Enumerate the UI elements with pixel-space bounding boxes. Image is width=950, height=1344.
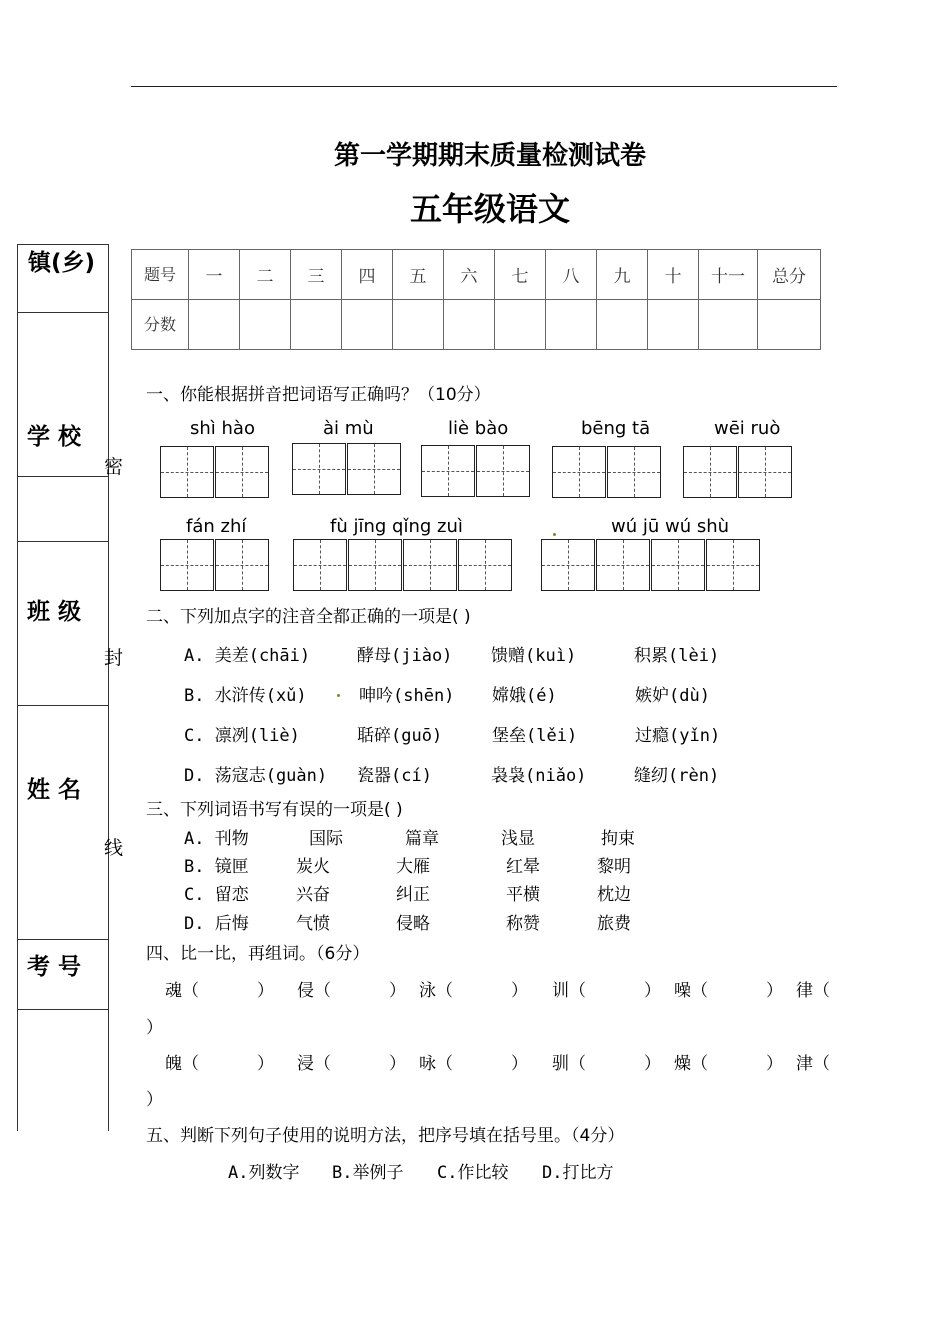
q3-option: 篇章: [405, 829, 439, 849]
score-cell[interactable]: [758, 300, 821, 350]
q2-option: 袅袅(niǎo): [491, 766, 587, 786]
q3-option: 浅显: [501, 829, 535, 849]
q2-option: 聒碎(guō): [357, 726, 443, 746]
q3-option: 枕边: [597, 885, 631, 905]
writing-box[interactable]: [347, 443, 401, 495]
q5-prompt: 五、判断下列句子使用的说明方法，把序号填在括号里。（4分）: [146, 1126, 625, 1146]
q2-option: 积累(lèi): [634, 646, 720, 666]
col-header: 十: [648, 250, 699, 300]
q4-item: 津（: [796, 1054, 830, 1074]
q3-option: 大雁: [396, 857, 430, 877]
q2-option: C. 凛冽(liè): [184, 726, 300, 746]
q4-paren: ）: [511, 981, 528, 1001]
q4-item: 噪（: [674, 981, 708, 1001]
q4-paren: ）: [511, 1054, 528, 1074]
q4-paren: ）: [257, 1054, 274, 1074]
writing-box[interactable]: [476, 445, 530, 497]
col-header: 九: [597, 250, 648, 300]
col-header: 四: [342, 250, 393, 300]
pinyin: wú jū wú shù: [611, 516, 730, 537]
binding-column: [17, 244, 109, 1131]
seal-xian: 线: [104, 837, 124, 859]
q3-option: 称赞: [506, 914, 540, 934]
pinyin: shì hào: [190, 418, 255, 439]
pinyin: fù jīng qǐng zuì: [330, 516, 463, 537]
q4-paren: ）: [766, 1054, 783, 1074]
q2-option: D. 荡寇志(guàn): [184, 766, 328, 786]
q2-option: B. 水浒传(xǔ): [184, 686, 307, 706]
score-cell[interactable]: [648, 300, 699, 350]
writing-box[interactable]: [596, 539, 650, 591]
writing-box[interactable]: [683, 446, 737, 498]
q3-option: A. 刊物: [184, 829, 249, 849]
row-label-question: 题号: [132, 250, 189, 300]
seal-feng: 封: [104, 647, 124, 669]
q2-option: 缝纫(rèn): [634, 766, 720, 786]
q5-choice: C.作比较: [437, 1163, 509, 1183]
q2-option: 馈赠(kuì): [491, 646, 577, 666]
q4-item: 燥（: [674, 1054, 708, 1074]
col-header-total: 总分: [758, 250, 821, 300]
q2-option: 嫦娥(é): [492, 686, 557, 706]
q2-option: 过瘾(yǐn): [635, 726, 721, 746]
q3-option: 国际: [309, 829, 343, 849]
writing-box[interactable]: [458, 539, 512, 591]
pinyin: ài mù: [323, 418, 374, 439]
score-cell[interactable]: [240, 300, 291, 350]
exam-number-label: 考 号: [27, 954, 82, 980]
q3-option: 红晕: [506, 857, 540, 877]
q3-prompt: 三、下列词语书写有误的一项是( ): [146, 800, 403, 820]
q4-paren: ）: [644, 981, 661, 1001]
q4-item: 泳（: [419, 981, 453, 1001]
col-header: 六: [444, 250, 495, 300]
q4-item: 驯（: [552, 1054, 586, 1074]
q5-choice: A.列数字: [228, 1163, 300, 1183]
school-label: 学 校: [27, 424, 82, 450]
q4-paren: ）: [146, 1018, 163, 1038]
q1-prompt: 一、你能根据拼音把词语写正确吗？（10分）: [146, 385, 491, 405]
score-cell[interactable]: [699, 300, 758, 350]
col-header: 五: [393, 250, 444, 300]
q2-option: 瓷器(cí): [357, 766, 432, 786]
writing-box[interactable]: [607, 446, 661, 498]
top-rule: [131, 86, 837, 87]
pinyin: fán zhí: [186, 516, 247, 537]
q4-paren: ）: [257, 981, 274, 1001]
writing-box[interactable]: [292, 443, 346, 495]
writing-box[interactable]: [215, 446, 269, 498]
score-cell[interactable]: [546, 300, 597, 350]
q4-paren: ）: [389, 981, 406, 1001]
writing-box[interactable]: [403, 539, 457, 591]
q3-option: 气愤: [296, 914, 330, 934]
q4-paren: ）: [766, 981, 783, 1001]
q3-option: 侵略: [396, 914, 430, 934]
q4-prompt: 四、比一比，再组词。（6分）: [146, 944, 370, 964]
q3-option: 炭火: [296, 857, 330, 877]
class-label: 班 级: [27, 599, 82, 625]
pinyin: wēi ruò: [714, 418, 781, 439]
q2-option: 呻吟(shēn): [359, 686, 455, 706]
writing-box[interactable]: [293, 539, 347, 591]
pinyin: liè bào: [448, 418, 509, 439]
score-cell[interactable]: [342, 300, 393, 350]
writing-box[interactable]: [160, 539, 214, 591]
q3-option: D. 后悔: [184, 914, 249, 934]
q2-option: 酵母(jiào): [357, 646, 453, 666]
col-header: 十一: [699, 250, 758, 300]
q3-option: 旅费: [597, 914, 631, 934]
q3-option: 平横: [506, 885, 540, 905]
q3-option: 纠正: [396, 885, 430, 905]
q3-option: 拘束: [601, 829, 635, 849]
q3-option: 兴奋: [296, 885, 330, 905]
q4-item: 魂（: [165, 981, 199, 1001]
q4-paren: ）: [146, 1090, 163, 1110]
score-cell[interactable]: [597, 300, 648, 350]
score-cell[interactable]: [291, 300, 342, 350]
q4-item: 侵（: [297, 981, 331, 1001]
writing-box[interactable]: [706, 539, 760, 591]
q3-option: C. 留恋: [184, 885, 249, 905]
q3-option: 黎明: [597, 857, 631, 877]
col-header: 八: [546, 250, 597, 300]
col-header: 七: [495, 250, 546, 300]
q4-item: 魄（: [165, 1054, 199, 1074]
col-header: 二: [240, 250, 291, 300]
score-cell[interactable]: [444, 300, 495, 350]
town-label: 镇(乡): [28, 250, 96, 276]
writing-box[interactable]: [215, 539, 269, 591]
col-header: 一: [189, 250, 240, 300]
q3-option: B. 镜匣: [184, 857, 249, 877]
seal-mi: 密: [104, 456, 124, 478]
writing-box[interactable]: [651, 539, 705, 591]
q2-option: A. 美差(chāi): [184, 646, 311, 666]
score-table: [131, 249, 821, 350]
q4-item: 训（: [552, 981, 586, 1001]
name-label: 姓 名: [27, 777, 82, 803]
score-cell[interactable]: [495, 300, 546, 350]
col-header: 三: [291, 250, 342, 300]
exam-title: 第一学期期末质量检测试卷: [333, 141, 646, 171]
row-label-score: 分数: [132, 300, 189, 350]
q4-paren: ）: [644, 1054, 661, 1074]
q4-item: 律（: [796, 981, 830, 1001]
exam-subject: 五年级语文: [409, 190, 570, 228]
q5-choice: D.打比方: [542, 1163, 614, 1183]
score-cell[interactable]: [189, 300, 240, 350]
q4-paren: ）: [389, 1054, 406, 1074]
q5-choice: B.举例子: [332, 1163, 404, 1183]
writing-box[interactable]: [541, 539, 595, 591]
writing-box[interactable]: [348, 539, 402, 591]
score-cell[interactable]: [393, 300, 444, 350]
q2-option: 嫉妒(dù): [635, 686, 710, 706]
writing-box[interactable]: [738, 446, 792, 498]
writing-box[interactable]: [160, 446, 214, 498]
writing-box[interactable]: [552, 446, 606, 498]
pinyin: bēng tā: [581, 418, 651, 439]
writing-box[interactable]: [421, 445, 475, 497]
q4-item: 咏（: [419, 1054, 453, 1074]
q4-item: 浸（: [297, 1054, 331, 1074]
q2-option: 堡垒(lěi): [492, 726, 578, 746]
q2-prompt: 二、下列加点字的注音全都正确的一项是( ): [146, 607, 471, 627]
